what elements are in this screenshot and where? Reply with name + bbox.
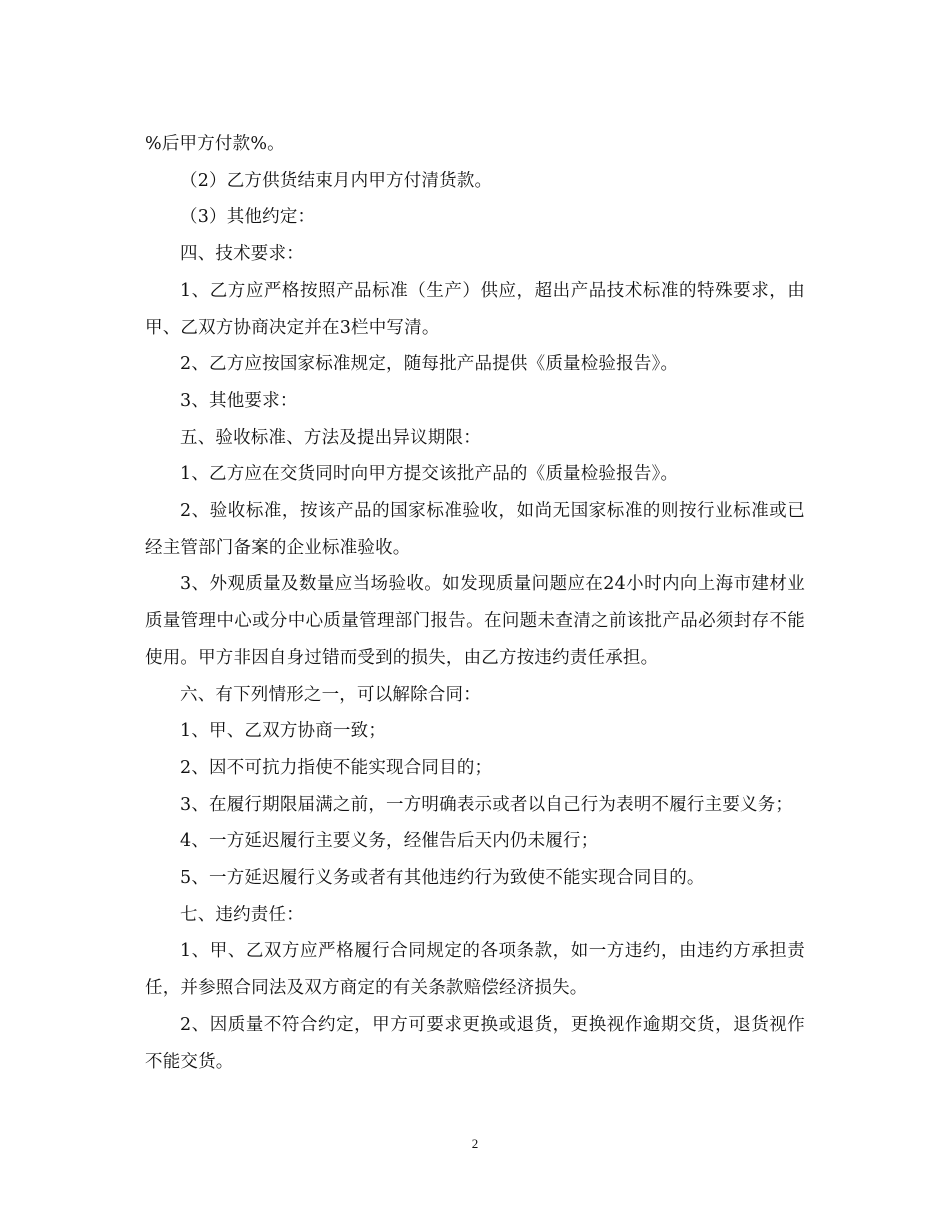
section-heading: 五、验收标准、方法及提出异议期限： — [180, 427, 481, 448]
paragraph: 3、外观质量及数量应当场验收。如发现质量问题应在24小时内向上海市建材业质量管理中心或分中心质量管理部门报告。在问题未查清之前该批产品必须封存不能使用。甲方非因自身过错而受到的损失，由乙方按违约责任承担。 — [145, 574, 805, 668]
section-heading: 六、有下列情形之一，可以解除合同： — [180, 684, 481, 705]
paragraph: 2、乙方应按国家标准规定，随每批产品提供《质量检验报告》。 — [180, 354, 679, 375]
paragraph: 2、验收标准，按该产品的国家标准验收，如尚无国家标准的则按行业标准或已经主管部门备案的企业标准验收。 — [145, 501, 805, 558]
paragraph: 2、因质量不符合约定，甲方可要求更换或退货，更换视作逾期交货，退货视作不能交货。 — [145, 1014, 805, 1072]
paragraph: 1、乙方应在交货同时向甲方提交该批产品的《质量检验报告》。 — [180, 464, 679, 485]
paragraph: 2、因不可抗力指使不能实现合同目的； — [180, 757, 493, 778]
section-heading: 七、违约责任： — [180, 904, 304, 925]
paragraph: （2）乙方供货结束月内甲方付清货款。 — [180, 170, 493, 191]
paragraph: 5、一方延迟履行义务或者有其他违约行为致使不能实现合同目的。 — [180, 868, 705, 889]
paragraph: 1、乙方应严格按照产品标准（生产）供应，超出产品技术标准的特殊要求，由甲、乙双方协商决定并在3栏中写清。 — [145, 280, 805, 338]
paragraph: 3、在履行期限届满之前，一方明确表示或者以自己行为表明不履行主要义务； — [180, 794, 794, 815]
paragraph: 3、其他要求： — [180, 390, 298, 411]
document-body — [145, 126, 805, 1080]
page-number: 2 — [471, 1136, 479, 1151]
paragraph: （3）其他约定： — [180, 207, 316, 228]
paragraph: 1、甲、乙双方协商一致； — [180, 721, 387, 742]
section-heading: 四、技术要求： — [180, 244, 304, 265]
paragraph: %后甲方付款%。 — [145, 134, 285, 154]
paragraph: 1、甲、乙双方应严格履行合同规定的各项条款，如一方违约，由违约方承担责任，并参照合同法及双方商定的有关条款赔偿经济损失。 — [145, 941, 805, 999]
paragraph: 4、一方延迟履行主要义务，经催告后天内仍未履行； — [180, 831, 599, 852]
